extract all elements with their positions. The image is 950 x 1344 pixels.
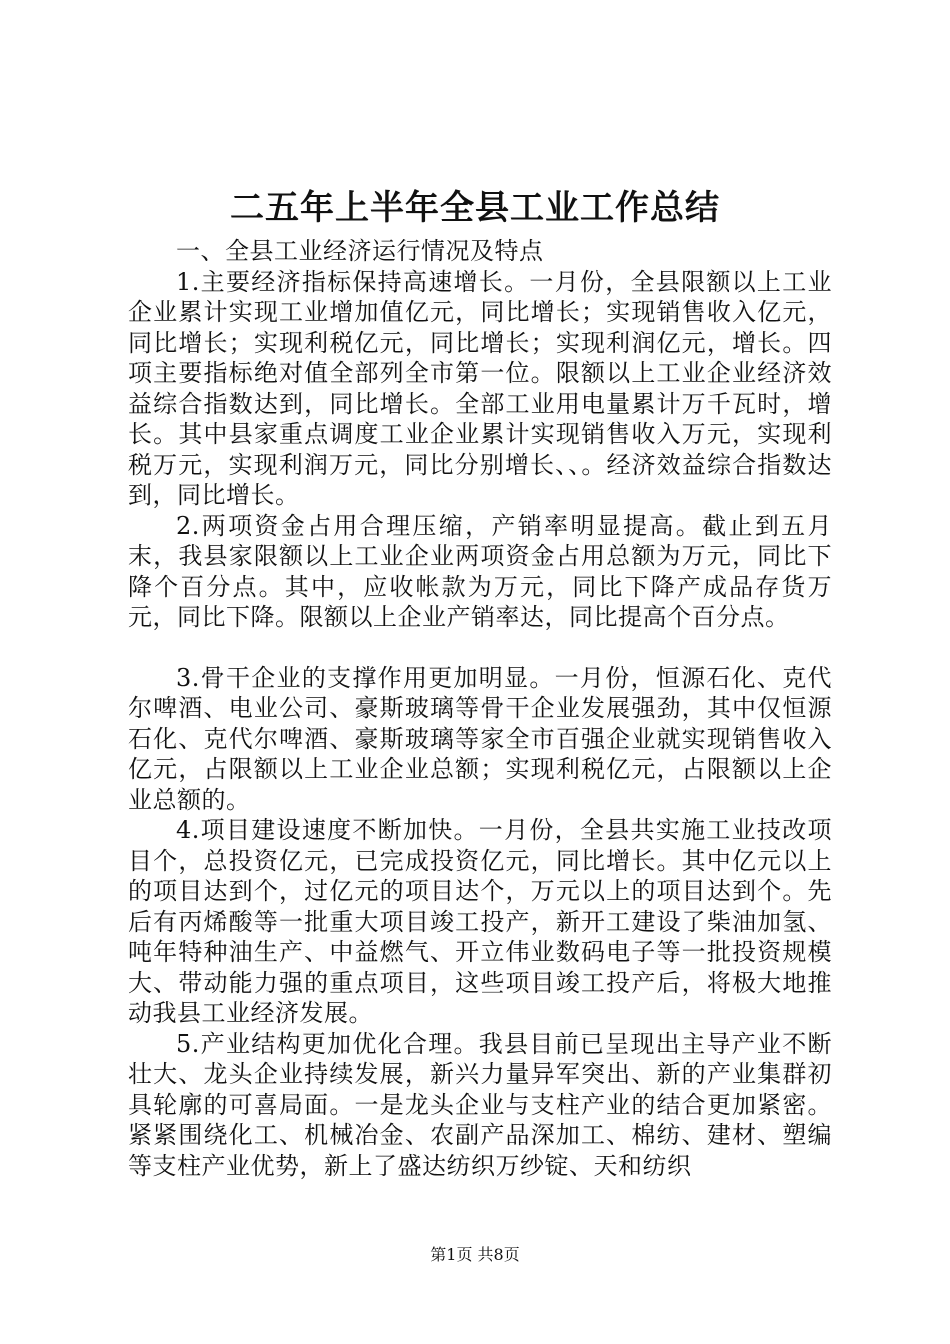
paragraph-1: 1.主要经济指标保持高速增长。一月份，全县限额以上工业企业累计实现工业增加值亿元，同比增长；实现销售收入亿元，同比增长；实现利税亿元，同比增长；实现利润亿元，增长。四项主要指标绝对值全部列全市第一位。限额以上工业企业经济效益综合指数达到，同比增长。全部工业用电量累计万千瓦时，增长。其中县家重点调度工业企业累计实现销售收入万元，实现利税万元，实现利润万元，同比分别增长、、。经济效益综合指数达到，同比增长。 [128,267,832,509]
document-title: 二五年上半年全县工业工作总结 [230,188,720,228]
page-number-footer: 第1页 共8页 [430,1245,520,1264]
paragraph-3: 3.骨干企业的支撑作用更加明显。一月份，恒源石化、克代尔啤酒、电业公司、豪斯玻璃等骨干企业发展强劲，其中仅恒源石化、克代尔啤酒、豪斯玻璃等家全市百强企业就实现销售收入亿元，占限额以上工业企业总额；实现利税亿元，占限额以上企业总额的。 [128,663,832,814]
paragraph-5: 5.产业结构更加优化合理。我县目前已呈现出主导产业不断壮大、龙头企业持续发展，新兴力量异军突出、新的产业集群初具轮廓的可喜局面。一是龙头企业与支柱产业的结合更加紧密。紧紧围绕化工、机械冶金、农副产品深加工、棉纺、建材、塑编等支柱产业优势，新上了盛达纺织万纱锭、天和纺织 [128,1029,832,1180]
section-heading: 一、全县工业经济运行情况及特点 [176,237,544,265]
paragraph-2: 2.两项资金占用合理压缩，产销率明显提高。截止到五月末，我县家限额以上工业企业两项资金占用总额为万元，同比下降个百分点。其中，应收帐款为万元，同比下降产成品存货万元，同比下降。限额以上企业产销率达，同比提高个百分点。 [128,511,832,631]
document-body [128,236,832,1181]
paragraph-4: 4.项目建设速度不断加快。一月份，全县共实施工业技改项目个，总投资亿元，已完成投资亿元，同比增长。其中亿元以上的项目达到个，过亿元的项目达个，万元以上的项目达到个。先后有丙烯酸等一批重大项目竣工投产，新开工建设了柴油加氢、吨年特种油生产、中益燃气、开立伟业数码电子等一批投资规模大、带动能力强的重点项目，这些项目竣工投产后，将极大地推动我县工业经济发展。 [128,816,832,1027]
